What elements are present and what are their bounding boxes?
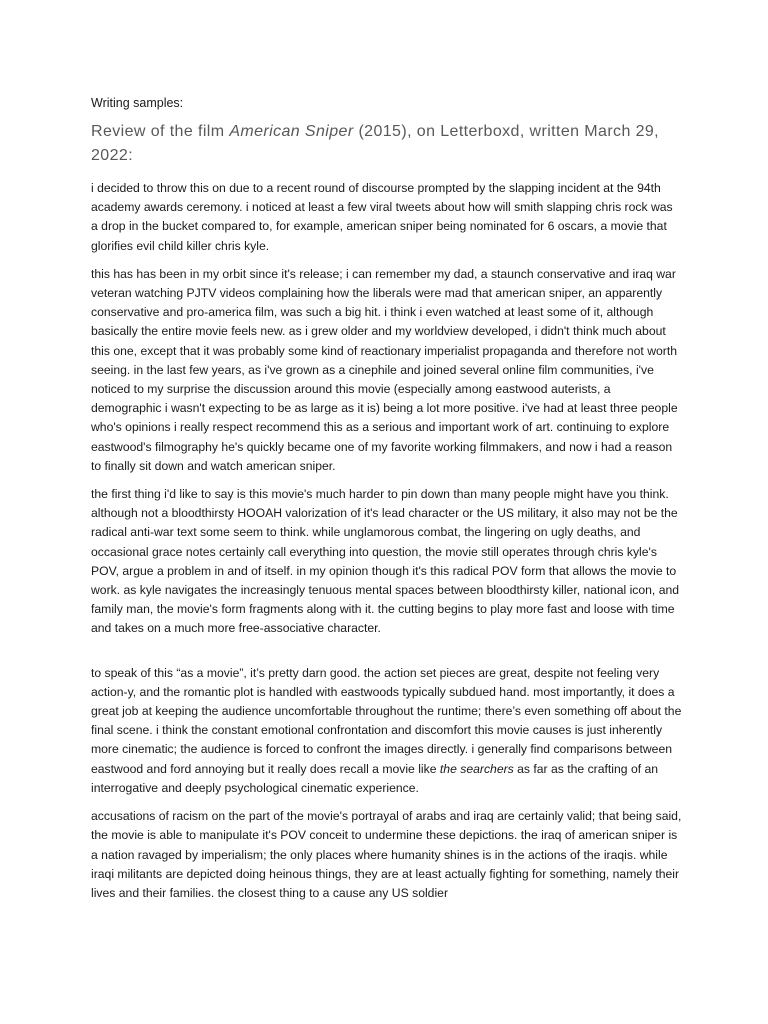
paragraph-3: the first thing i'd like to say is this movie's much harder to pin down than many people might have you think. although not a bloodthirsty HOOAH valorization of it's lead character or the US military, it also may not be the radical anti-war text some seem to think. while unglamorous combat, the lingering on ugly deaths, and occasional grace notes certainly call everything into question, the movie still operates through chris kyle's POV, argue a problem in and of itself. in my opinion though it's this radical POV form that allows the movie to work. as kyle navigates the increasingly tenuous mental spaces between bloodthirsty killer, national icon, and family man, the movie's form fragments along with it. the cutting begins to play more fast and loose with time and takes on a much more free-associative character. — [91, 487, 680, 636]
film-reference: the searchers — [439, 761, 514, 776]
paragraph-4 — [91, 664, 682, 798]
section-label: Writing samples: — [91, 96, 184, 110]
film-title: American Sniper — [229, 123, 354, 140]
paragraph-5: accusations of racism on the part of the movie's portrayal of arabs and iraq are certainly valid; that being said, the movie is able to manipulate it's POV conceit to undermine these depictions. the iraq of american sniper is a nation ravaged by imperialism; the only places where humanity shines is in the actions of the iraqis. while iraqi militants are depicted doing heinous things, they are at least actually fighting for something, namely their lives and their families. the closest thing to a cause any US soldier — [91, 809, 682, 900]
paragraph-4-text: to speak of this “as a movie”, it’s pretty darn good. the action set pieces are great, despite not feeling very action-y, and the romantic plot is handled with eastwoods typically subdued hand. most importantly, it does a great job at keeping the audience uncomfortable throughout the runtime; there’s even something off about the final scene. i think the constant emotional confrontation and discomfort this movie causes is just inherently more cinematic; the audience is forced to confront the images directly. i generally find comparisons between eastwood and ford annoying but it really does recall a movie like — [91, 665, 682, 776]
paragraph-2: this has has been in my orbit since it's release; i can remember my dad, a staunch conservative and iraq war veteran watching PJTV videos complaining how the liberals were mad that american sniper, an apparently conservative and pro-america film, was such a big hit. i think i even watched at least some of it, although basically the entire movie feels new. as i grew older and my worldview developed, i didn't think much about this one, except that it was probably some kind of reactionary imperialist propaganda and therefore not worth seeing. in the last few years, as i've grown as a cinephile and joined several online film communities, i've noticed to my surprise the discussion around this movie (especially among eastwood auterists, a demographic i wasn't expecting to be as large as it is) being a lot more positive. i've had at least three people who's opinions i really respect recommend this as a serious and important work of art. continuing to explore eastwood's filmography he's quickly became one of my favorite working filmmakers, and now i had a reason to finally sit down and watch american sniper. — [91, 266, 678, 473]
review-title-prefix: Review of the film — [91, 123, 230, 140]
paragraph-4-text-end: as far as the crafting of an interrogative and deeply psychological cinematic experience. — [91, 761, 659, 795]
paragraph-1: i decided to throw this on due to a recent round of discourse prompted by the slapping incident at the 94th academy awards ceremony. i noticed at least a few viral tweets about how will smith slapping chris rock was a drop in the bucket compared to, for example, american sniper being nominated for 6 oscars, a movie that glorifies evil child killer chris kyle. — [91, 181, 673, 253]
review-title — [91, 120, 682, 168]
review-title-suffix: (2015), on Letterboxd, written March 29, 2022: — [91, 123, 660, 164]
